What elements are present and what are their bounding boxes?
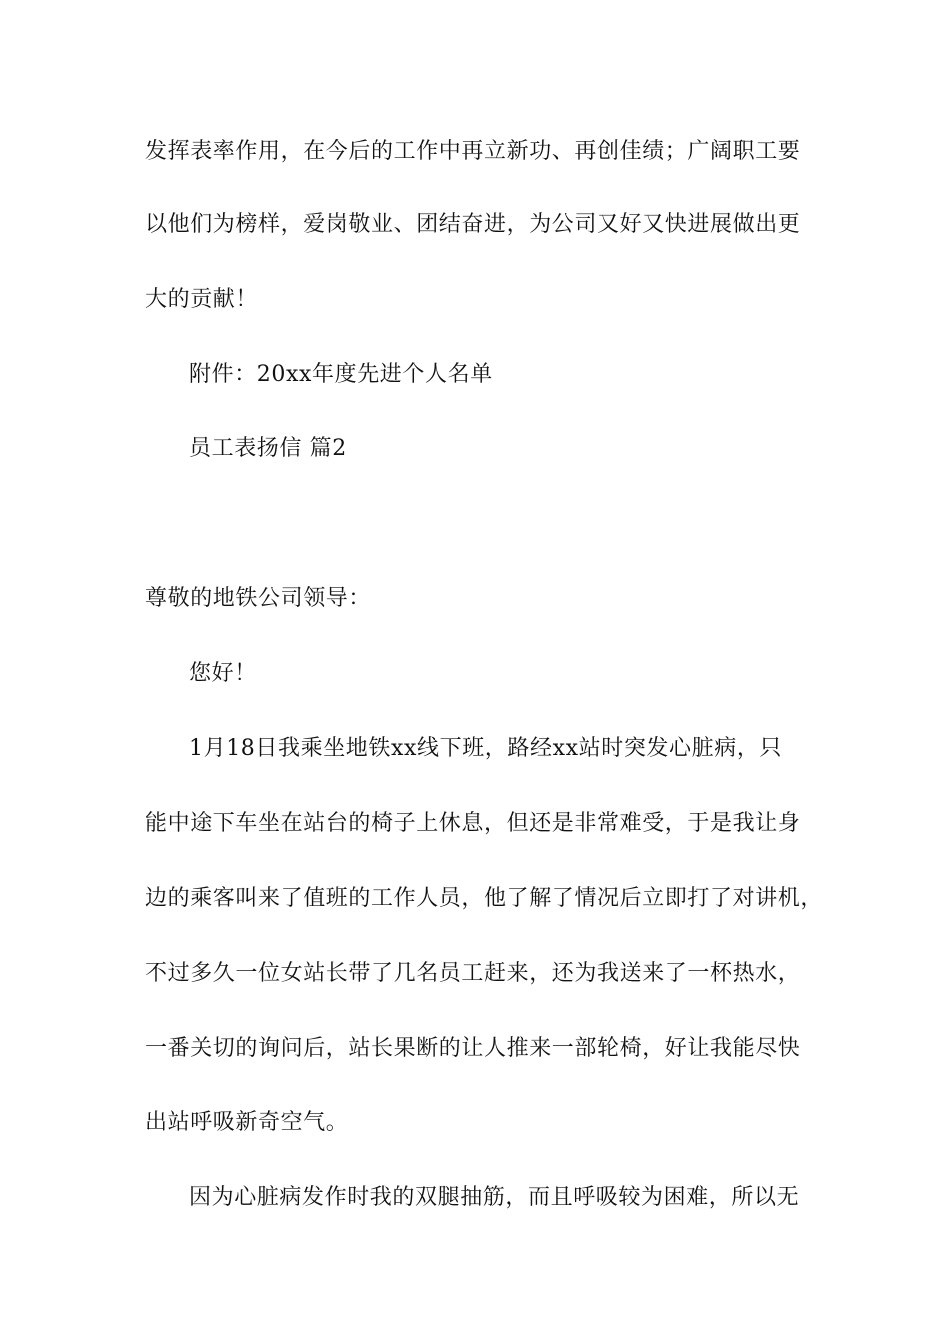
body-text-line: 边的乘客叫来了值班的工作人员，他了解了情况后立即打了对讲机， bbox=[145, 886, 824, 911]
body-text-line: 1月18日我乘坐地铁xx线下班，路经xx站时突发心脏病，只 bbox=[189, 736, 783, 761]
body-text-line: 以他们为榜样，爱岗敬业、团结奋进，为公司又好又快进展做出更 bbox=[145, 212, 801, 237]
greeting: 您好！ bbox=[189, 661, 257, 686]
body-text-line: 一番关切的询问后，站长果断的让人推来一部轮椅，好让我能尽快 bbox=[145, 1036, 801, 1061]
salutation: 尊敬的地铁公司领导： bbox=[145, 586, 372, 611]
body-text-line: 发挥表率作用，在今后的工作中再立新功、再创佳绩；广阔职工要 bbox=[145, 139, 801, 164]
attachment-line: 附件：20xx年度先进个人名单 bbox=[189, 362, 493, 387]
section-heading: 员工表扬信 篇2 bbox=[189, 436, 347, 461]
body-text-line: 不过多久一位女站长带了几名员工赶来，还为我送来了一杯热水， bbox=[145, 961, 801, 986]
body-text-line: 大的贡献！ bbox=[145, 287, 259, 312]
body-text-line: 因为心脏病发作时我的双腿抽筋，而且呼吸较为困难，所以无 bbox=[189, 1185, 800, 1210]
body-text-line: 能中途下车坐在站台的椅子上休息，但还是非常难受，于是我让身 bbox=[145, 811, 801, 836]
body-text-line: 出站呼吸新奇空气。 bbox=[145, 1110, 349, 1135]
